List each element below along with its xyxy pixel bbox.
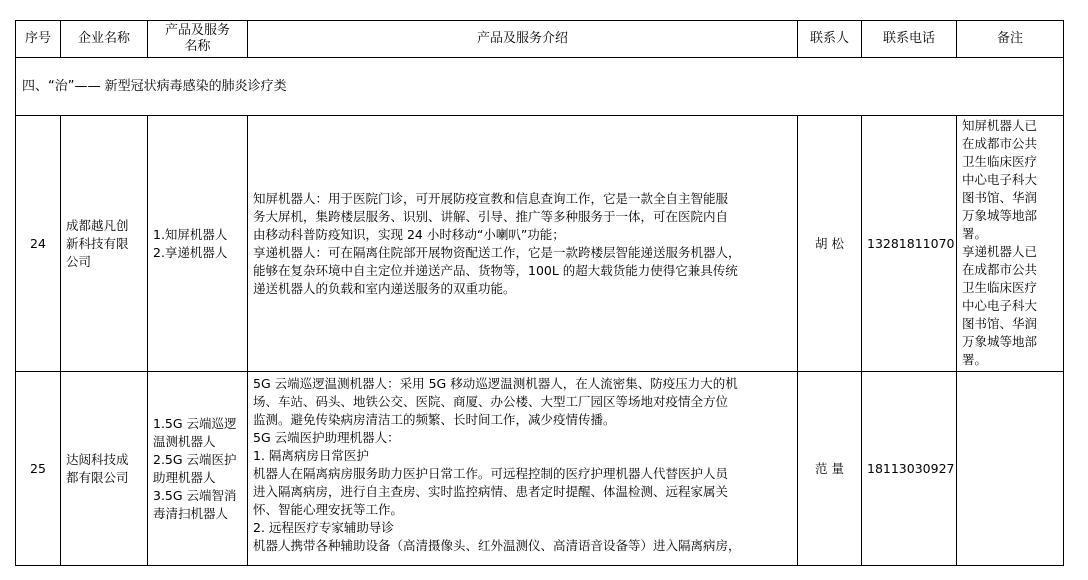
section-row — [16, 58, 1064, 116]
enterprise-table — [15, 20, 1064, 566]
product-intro: 知屏机器人：用于医院门诊，可开展防疫宣教和信息查询工作，它是一款全自主智能服 务大屏机，集跨楼层服务、识别、讲解、引导、推广等多种服务于一体，可在医院内自 由移动科普防疫知识，实现 24 小时移动“小喇叭”功能； 享递机器人：可在隔离住院部开展物资配送工作，它是一款跨楼层智能递送服务机器人， 能够在复杂环境中自主定位并递送产品、货物等，100L 的超大载货能力使得它兼具传统 递送机器人的负载和室内递送服务的双重功能。 — [248, 116, 798, 372]
contact-person: 胡 松 — [798, 116, 862, 372]
row-no: 24 — [16, 116, 61, 372]
company-name: 达闼科技成 都有限公司 — [61, 372, 148, 566]
header-notes: 备注 — [957, 21, 1064, 58]
table-row — [16, 116, 1064, 372]
contact-phone: 18113030927 — [862, 372, 957, 566]
contact-person: 范 量 — [798, 372, 862, 566]
product-names: 1.5G 云端巡逻 温测机器人 2.5G 云端医护 助理机器人 3.5G 云端智消 毒清扫机器人 — [148, 372, 248, 566]
product-names: 1.知屏机器人 2.享递机器人 — [148, 116, 248, 372]
product-intro: 5G 云端巡逻温测机器人：采用 5G 移动巡逻温测机器人，在人流密集、防疫压力大的机 场、车站、码头、地铁公交、医院、商厦、办公楼、大型工厂园区等场地对疫情全方位 监测。避免传染病房清洁工的频繁、长时间工作，减少疫情传播。 5G 云端医护助理机器人： 1. 隔离病房日常医护 机器人在隔离病房服务助力医护日常工作。可远程控制的医疗护理机器人代替医护人员 进入隔离病房，进行自主查房、实时监控病情、患者定时提醒、体温检测、远程家属关 怀、智能心理安抚等工作。 2. 远程医疗专家辅助导诊 机器人携带各种辅助设备（高清摄像头、红外温测仪、高清语音设备等）进入隔离病房， — [248, 372, 798, 566]
header-intro: 产品及服务介绍 — [248, 21, 798, 58]
contact-phone: 13281811070 — [862, 116, 957, 372]
header-row — [16, 21, 1064, 58]
header-no: 序号 — [16, 21, 61, 58]
company-name: 成都越凡创 新科技有限 公司 — [61, 116, 148, 372]
header-company: 企业名称 — [61, 21, 148, 58]
header-contact: 联系人 — [798, 21, 862, 58]
header-product: 产品及服务 名称 — [148, 21, 248, 58]
header-phone: 联系电话 — [862, 21, 957, 58]
notes — [957, 372, 1064, 566]
table-row — [16, 372, 1064, 566]
row-no: 25 — [16, 372, 61, 566]
section-title: 四、“治”—— 新型冠状病毒感染的肺炎诊疗类 — [16, 58, 1064, 116]
notes: 知屏机器人已 在成都市公共 卫生临床医疗 中心电子科大 图书馆、华润 万象城等地部 署。 享递机器人已 在成都市公共 卫生临床医疗 中心电子科大 图书馆、华润 万象城等地部 署。 — [957, 116, 1064, 372]
